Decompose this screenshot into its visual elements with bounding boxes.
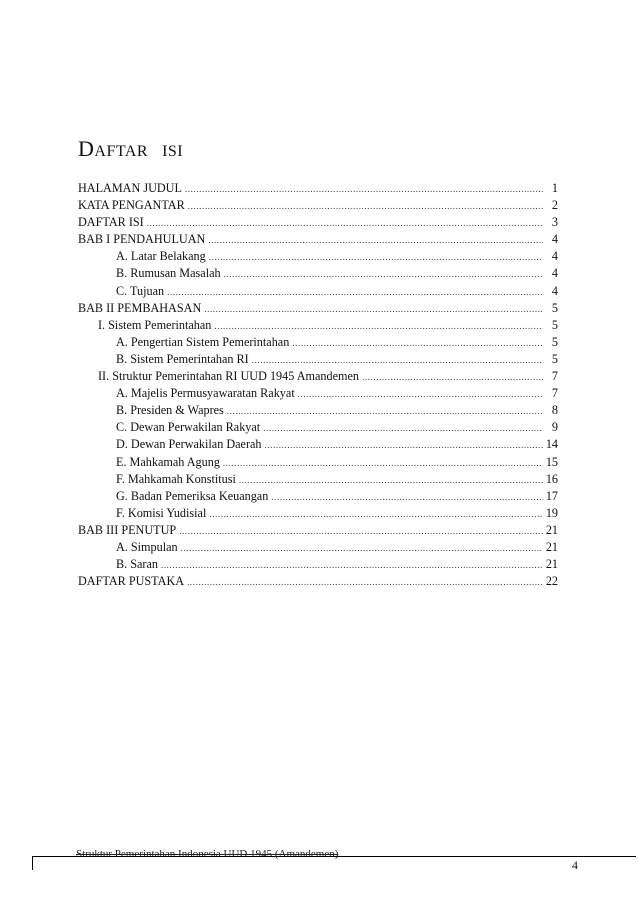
toc-leader-dots xyxy=(208,232,543,249)
toc-entry-page: 5 xyxy=(551,300,558,315)
toc-leader-dots xyxy=(161,557,543,574)
toc-entry-label: II. Struktur Pemerintahan RI UUD 1945 Amandemen xyxy=(98,369,359,384)
toc-entry[interactable] xyxy=(78,454,558,471)
toc-entry[interactable] xyxy=(78,248,558,265)
toc-entry-page: 1 xyxy=(551,181,558,195)
toc-entry-label: E. Mahkamah Agung xyxy=(116,454,220,469)
toc-entry-label: KATA PENGANTAR xyxy=(78,198,185,213)
toc-leader-dots xyxy=(252,352,543,369)
toc-entry[interactable] xyxy=(78,539,558,556)
toc-leader-dots xyxy=(271,489,543,506)
toc-entry[interactable] xyxy=(78,283,558,300)
toc-leader-dots xyxy=(362,369,543,386)
toc-entry-page: 8 xyxy=(551,403,558,418)
toc-entry-label: HALAMAN JUDUL xyxy=(78,181,182,195)
footer-page-number: 4 xyxy=(572,858,578,872)
toc-leader-dots xyxy=(204,301,543,318)
title-word-isi: ISI xyxy=(162,143,184,160)
toc-entry-page: 9 xyxy=(551,420,558,435)
table-of-contents xyxy=(78,180,558,590)
toc-entry-label: B. Presiden & Wapres xyxy=(116,403,224,418)
toc-entry[interactable] xyxy=(78,419,558,436)
toc-leader-dots xyxy=(147,215,543,232)
title-word-daftar xyxy=(78,136,148,162)
title-rest: AFTAR xyxy=(94,143,149,160)
toc-leader-dots xyxy=(227,403,543,420)
toc-entry-label: A. Latar Belakang xyxy=(116,249,206,264)
toc-entry-page: 19 xyxy=(545,505,558,520)
toc-entry-page: 7 xyxy=(551,386,558,401)
toc-entry-page: 4 xyxy=(551,232,558,247)
toc-entry-page: 5 xyxy=(551,351,558,366)
toc-entry-label: C. Tujuan xyxy=(116,283,165,298)
toc-entry[interactable] xyxy=(78,522,558,539)
toc-leader-dots xyxy=(239,472,543,489)
toc-leader-dots xyxy=(167,284,543,301)
toc-entry-page: 7 xyxy=(551,369,558,384)
toc-entry-page: 21 xyxy=(545,539,558,554)
toc-entry-page: 21 xyxy=(545,522,558,537)
toc-entry-label: BAB III PENUTUP xyxy=(78,522,177,537)
toc-entry[interactable] xyxy=(78,368,558,385)
toc-leader-dots xyxy=(185,181,543,198)
toc-entry-label: C. Dewan Perwakilan Rakyat xyxy=(116,420,261,435)
toc-entry-label: B. Sistem Pemerintahan RI xyxy=(116,351,249,366)
toc-entry-page: 2 xyxy=(551,198,558,213)
toc-entry-label: D. Dewan Perwakilan Daerah xyxy=(116,437,262,452)
toc-entry-page: 16 xyxy=(545,471,558,486)
toc-entry[interactable] xyxy=(78,231,558,248)
title-initial: D xyxy=(78,136,95,161)
toc-entry-page: 21 xyxy=(545,557,558,572)
page-title xyxy=(78,136,183,162)
toc-entry[interactable] xyxy=(78,385,558,402)
toc-entry[interactable] xyxy=(78,180,558,197)
toc-leader-dots xyxy=(265,437,543,454)
toc-entry[interactable] xyxy=(78,402,558,419)
toc-entry-label: A. Simpulan xyxy=(116,539,178,554)
toc-leader-dots xyxy=(188,198,543,215)
toc-leader-dots xyxy=(179,523,543,540)
footer-rule-tick xyxy=(32,856,33,870)
toc-entry-label: A. Pengertian Sistem Pemerintahan xyxy=(116,334,290,349)
toc-leader-dots xyxy=(187,574,543,591)
toc-entry-label: DAFTAR PUSTAKA xyxy=(78,574,185,589)
toc-entry[interactable] xyxy=(78,505,558,522)
toc-leader-dots xyxy=(224,266,543,283)
toc-entry-page: 22 xyxy=(545,574,558,589)
toc-entry-label: F. Mahkamah Konstitusi xyxy=(116,471,236,486)
toc-entry-page: 5 xyxy=(551,317,558,332)
toc-leader-dots xyxy=(223,455,543,472)
toc-entry[interactable] xyxy=(78,436,558,453)
toc-entry-page: 17 xyxy=(545,488,558,503)
toc-entry-page: 3 xyxy=(551,215,558,230)
toc-entry-page: 4 xyxy=(551,249,558,264)
toc-entry-label: DAFTAR ISI xyxy=(78,215,144,230)
toc-entry-page: 5 xyxy=(551,334,558,349)
toc-entry-page: 4 xyxy=(551,283,558,298)
toc-leader-dots xyxy=(181,540,543,557)
toc-entry-label: B. Saran xyxy=(116,557,158,572)
toc-entry-label: BAB I PENDAHULUAN xyxy=(78,232,206,247)
toc-leader-dots xyxy=(214,318,543,335)
footer-rule xyxy=(32,856,636,857)
toc-entry[interactable] xyxy=(78,471,558,488)
toc-entry-page: 15 xyxy=(545,454,558,469)
toc-entry[interactable] xyxy=(78,488,558,505)
toc-entry-page: 4 xyxy=(551,266,558,281)
toc-entry[interactable] xyxy=(78,556,558,573)
toc-entry[interactable] xyxy=(78,317,558,334)
toc-entry[interactable] xyxy=(78,351,558,368)
toc-entry-label: A. Majelis Permusyawaratan Rakyat xyxy=(116,386,295,401)
toc-leader-dots xyxy=(263,420,543,437)
toc-entry[interactable] xyxy=(78,573,558,590)
toc-entry[interactable] xyxy=(78,300,558,317)
toc-entry[interactable] xyxy=(78,265,558,282)
toc-entry-page: 14 xyxy=(545,437,558,452)
toc-entry-label: F. Komisi Yudisial xyxy=(116,505,207,520)
toc-entry[interactable] xyxy=(78,334,558,351)
toc-entry-label: B. Rumusan Masalah xyxy=(116,266,221,281)
toc-entry-label: BAB II PEMBAHASAN xyxy=(78,300,202,315)
toc-leader-dots xyxy=(209,249,543,266)
toc-leader-dots xyxy=(209,506,542,523)
toc-leader-dots xyxy=(292,335,543,352)
toc-entry[interactable] xyxy=(78,214,558,231)
toc-leader-dots xyxy=(298,386,543,403)
toc-entry-label: I. Sistem Pemerintahan xyxy=(98,317,212,332)
footer-title: Struktur Pemerintahan Indonesia UUD 1945 (Amandemen) xyxy=(76,848,339,860)
toc-entry-label: G. Badan Pemeriksa Keuangan xyxy=(116,488,269,503)
toc-entry[interactable] xyxy=(78,197,558,214)
